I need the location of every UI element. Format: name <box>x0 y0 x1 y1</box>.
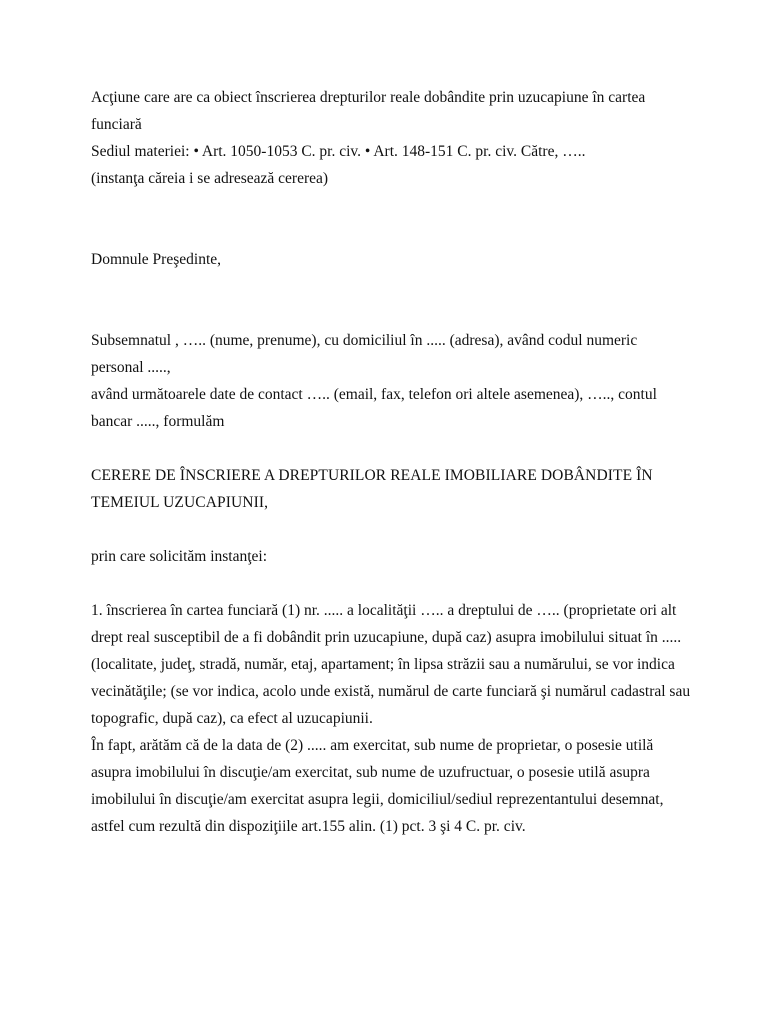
intro-line-2: Sediul materiei: • Art. 1050-1053 C. pr. civ. • Art. 148-151 C. pr. civ. Către, ….. <box>91 143 586 160</box>
spacer <box>91 516 691 543</box>
request-intro: prin care solicităm instanţei: <box>91 548 268 565</box>
request-title: CERERE DE ÎNSCRIERE A DREPTURILOR REALE IMOBILIARE DOBÂNDITE ÎN TEMEIUL UZUCAPIUNII, <box>91 467 653 511</box>
paragraph-2: În fapt, arătăm că de la data de (2) ..... am exercitat, sub nume de proprietar, o posesie utilă asupra imobilului în discuţie/am exercitat, sub nume de uzufructuar, o posesie utilă asupra imobilului în discuţie/am exercitat asupra legii, domiciliul/sediul reprezentantului desemnat, astfel cum rezultă din dispoziţiile art.155 alin. (1) pct. 3 şi 4 C. pr. civ. <box>91 737 664 835</box>
paragraph-1: 1. înscrierea în cartea funciară (1) nr. ..... a localităţii ….. a dreptului de ….. (proprietate ori alt drept real susceptibil de a fi dobândit prin uzucapiune, după caz) asupra imobilului situat în ..... (localitate, judeţ, stradă, număr, etaj, apartament; în lipsa străzii sau a numărului, se vor indica vecinătăţile; (se vor indica, acolo unde există, numărul de carte funciară şi numărul cadastral sau topografic, după caz), ca efect al uzucapiunii. <box>91 602 691 727</box>
spacer <box>91 273 691 327</box>
salutation: Domnule Preşedinte, <box>91 251 222 268</box>
applicant-line-2: având următoarele date de contact ….. (email, fax, telefon ori altele asemenea), ….., contul bancar ....., formulăm <box>91 386 657 430</box>
intro-line-1: Acţiune care are ca obiect înscrierea drepturilor reale dobândite prin uzucapiune în cartea funciară <box>91 89 646 133</box>
document-body <box>91 84 691 840</box>
intro-line-3: (instanţa căreia i se adresează cererea) <box>91 170 329 187</box>
spacer <box>91 435 691 462</box>
spacer <box>91 570 691 597</box>
spacer <box>91 192 691 246</box>
applicant-line-1: Subsemnatul , ….. (nume, prenume), cu domiciliul în ..... (adresa), având codul numeric personal ....., <box>91 332 638 376</box>
